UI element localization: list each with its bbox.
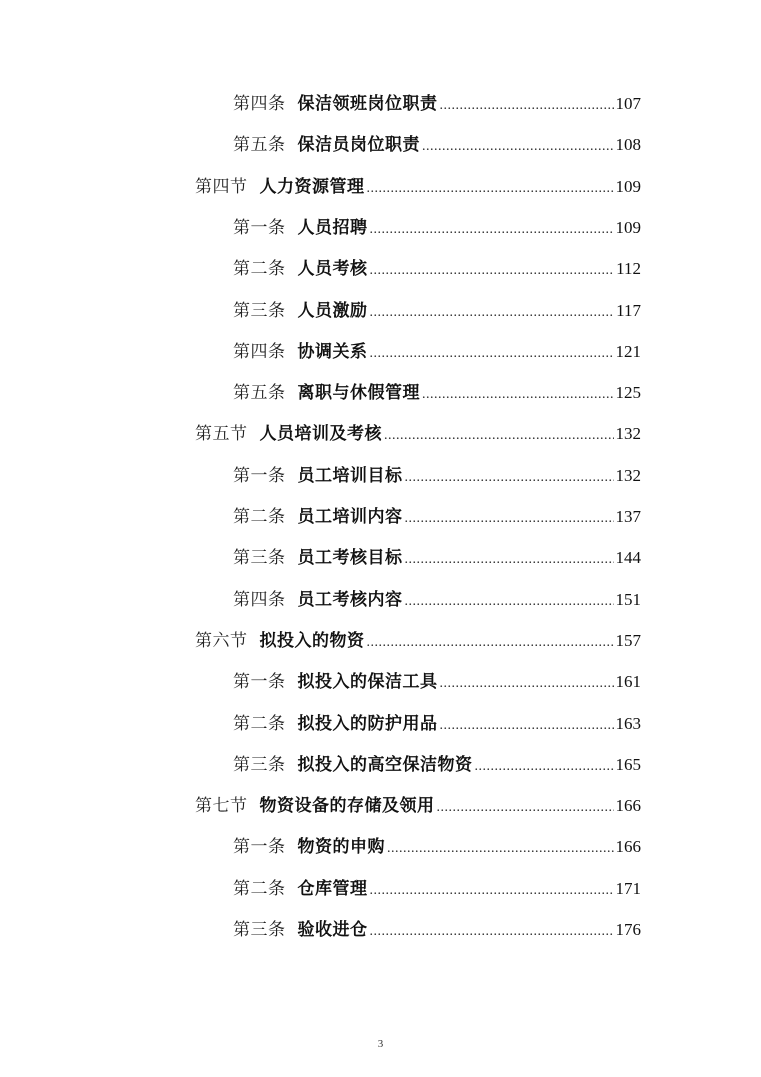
toc-entry-page: 161 — [615, 672, 641, 692]
toc-entry-number: 第六节 — [195, 630, 248, 651]
toc-article-entry[interactable] — [233, 379, 641, 407]
toc-entry-page: 166 — [615, 837, 641, 857]
toc-entry-title: 验收进仓 — [297, 920, 368, 940]
toc-entry-page: 165 — [615, 754, 641, 774]
toc-dot-leader — [422, 381, 614, 409]
toc-entry-page: 166 — [615, 796, 641, 816]
toc-entry-title: 物资设备的存储及领用 — [259, 796, 435, 817]
toc-dot-leader — [387, 835, 614, 863]
toc-entry-number: 第四节 — [195, 176, 248, 197]
toc-entry-page: 157 — [615, 630, 641, 650]
toc-entry-page: 132 — [615, 465, 641, 485]
toc-dot-leader — [370, 340, 614, 368]
toc-entry-number: 第一条 — [233, 672, 286, 693]
toc-entry-page: 151 — [615, 589, 641, 609]
toc-dot-leader — [367, 629, 614, 657]
toc-dot-leader — [405, 464, 614, 492]
toc-entry-number: 第四条 — [233, 589, 286, 610]
toc-entry-number: 第五节 — [195, 424, 248, 445]
toc-section-entry[interactable] — [195, 627, 641, 655]
toc-article-entry[interactable] — [233, 131, 641, 159]
toc-article-entry[interactable] — [233, 544, 641, 572]
toc-dot-leader — [370, 257, 615, 285]
toc-dot-leader — [384, 422, 614, 450]
toc-entry-number: 第二条 — [233, 507, 286, 527]
toc-entry-title: 离职与休假管理 — [297, 383, 420, 404]
toc-entry-number: 第五条 — [233, 135, 286, 156]
toc-dot-leader — [370, 216, 614, 244]
toc-article-entry[interactable] — [233, 462, 641, 490]
toc-article-entry[interactable] — [233, 710, 641, 738]
toc-entry-number: 第二条 — [233, 878, 286, 899]
toc-entry-title: 拟投入的保洁工具 — [297, 672, 438, 693]
toc-entry-page: 137 — [615, 507, 641, 526]
toc-article-entry[interactable] — [233, 338, 641, 366]
toc-article-entry[interactable] — [233, 503, 641, 531]
toc-entry-title: 人员激励 — [297, 300, 368, 321]
toc-entry-number: 第二条 — [233, 259, 286, 280]
toc-section-entry[interactable] — [195, 420, 641, 448]
toc-entry-title: 拟投入的高空保洁物资 — [297, 754, 473, 775]
toc-dot-leader — [370, 918, 614, 946]
toc-entry-number: 第一条 — [233, 465, 286, 486]
toc-entry-number: 第二条 — [233, 713, 286, 734]
toc-entry-page: 109 — [615, 217, 641, 237]
toc-entry-title: 员工考核内容 — [297, 589, 403, 610]
toc-article-entry[interactable] — [233, 668, 641, 696]
toc-entry-number: 第三条 — [233, 754, 286, 775]
toc-entry-number: 第三条 — [233, 300, 286, 321]
toc-article-entry[interactable] — [233, 833, 641, 861]
toc-article-entry[interactable] — [233, 297, 641, 325]
toc-entry-title: 员工培训目标 — [297, 465, 403, 486]
toc-entry-number: 第一条 — [233, 217, 286, 238]
toc-entry-page: 171 — [615, 878, 641, 898]
toc-dot-leader — [440, 712, 614, 740]
toc-entry-page: 108 — [615, 135, 641, 155]
toc-entry-page: 109 — [615, 176, 641, 196]
toc-dot-leader — [405, 588, 614, 616]
page-number: 3 — [377, 1038, 384, 1050]
toc-entry-title: 物资的申购 — [297, 837, 385, 858]
toc-entry-title: 人力资源管理 — [259, 176, 365, 197]
toc-entry-page: 132 — [615, 424, 641, 444]
toc-article-entry[interactable] — [233, 751, 641, 779]
toc-entry-title: 人员招聘 — [297, 217, 368, 238]
toc-article-entry[interactable] — [233, 214, 641, 242]
toc-entry-number: 第三条 — [233, 548, 286, 569]
toc-dot-leader — [370, 877, 614, 905]
toc-entry-page: 176 — [615, 920, 641, 939]
toc-entry-page: 121 — [615, 341, 641, 361]
toc-entry-number: 第四条 — [233, 94, 286, 114]
toc-entry-page: 144 — [615, 548, 641, 568]
toc-article-entry[interactable] — [233, 90, 641, 118]
toc-entry-title: 拟投入的防护用品 — [297, 713, 438, 734]
toc-entry-number: 第四条 — [233, 341, 286, 362]
toc-dot-leader — [405, 505, 614, 533]
toc-entry-title: 保洁领班岗位职责 — [297, 94, 438, 114]
toc-entry-title: 拟投入的物资 — [259, 630, 365, 651]
toc-entry-title: 协调关系 — [297, 341, 368, 362]
toc-entry-page: 117 — [616, 300, 641, 320]
toc-article-entry[interactable] — [233, 586, 641, 614]
toc-entry-page: 112 — [616, 259, 641, 279]
toc-entry-title: 员工考核目标 — [297, 548, 403, 569]
toc-section-entry[interactable] — [195, 792, 641, 820]
toc-entry-number: 第七节 — [195, 796, 248, 817]
toc-entry-number: 第一条 — [233, 837, 286, 858]
toc-entry-title: 员工培训内容 — [297, 507, 403, 527]
toc-entry-title: 保洁员岗位职责 — [297, 135, 420, 156]
toc-entry-number: 第五条 — [233, 383, 286, 404]
toc-entry-title: 人员培训及考核 — [259, 424, 382, 445]
toc-dot-leader — [440, 92, 614, 120]
toc-entry-number: 第三条 — [233, 920, 286, 940]
toc-dot-leader — [422, 133, 614, 161]
toc-entry-page: 107 — [615, 94, 641, 113]
toc-article-entry[interactable] — [233, 916, 641, 944]
toc-dot-leader — [370, 299, 615, 327]
toc-entry-title: 仓库管理 — [297, 878, 368, 899]
toc-article-entry[interactable] — [233, 875, 641, 903]
toc-article-entry[interactable] — [233, 255, 641, 283]
toc-dot-leader — [405, 546, 614, 574]
toc-dot-leader — [475, 753, 614, 781]
toc-entry-title: 人员考核 — [297, 259, 368, 280]
toc-section-entry[interactable] — [195, 173, 641, 201]
toc-dot-leader — [367, 175, 614, 203]
toc-entry-page: 125 — [615, 383, 641, 403]
toc-dot-leader — [440, 670, 614, 698]
toc-entry-page: 163 — [615, 713, 641, 733]
toc-dot-leader — [437, 794, 614, 822]
